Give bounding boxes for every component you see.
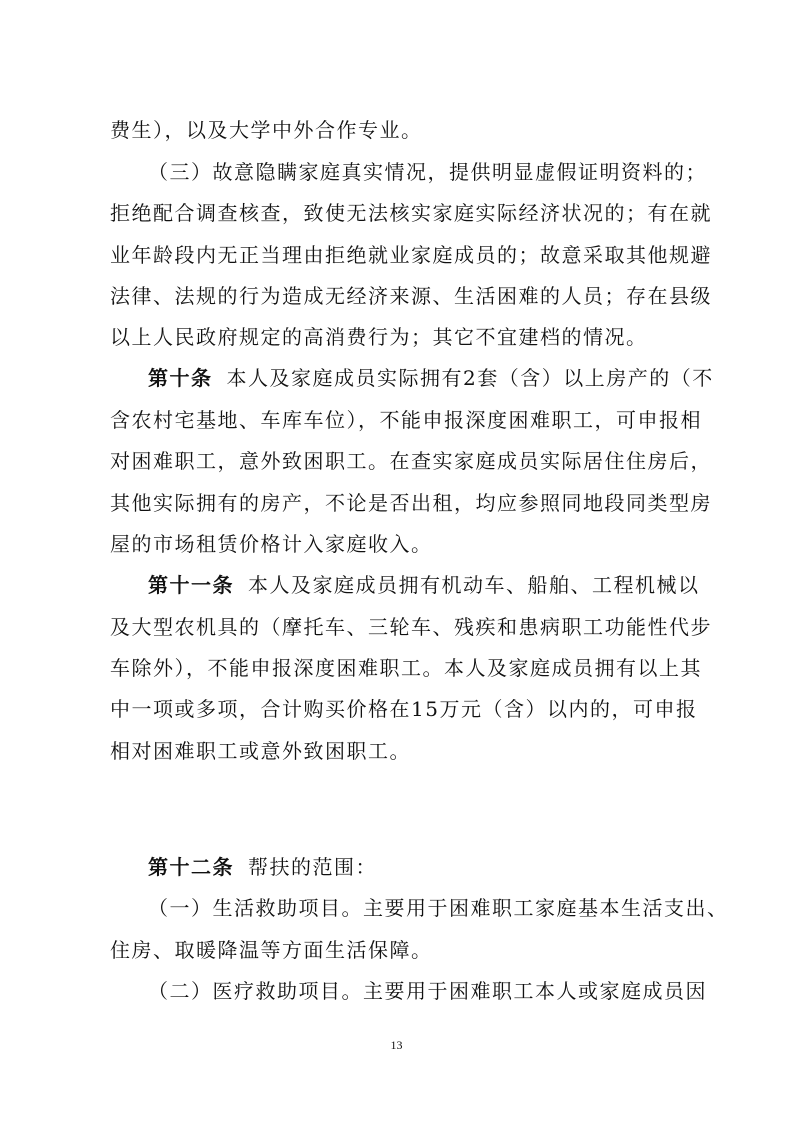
article-body: 本人及家庭成员拥有机动车、船舶、工程机械以 bbox=[248, 573, 700, 597]
text-line: 以上人民政府规定的高消费行为；其它不宜建档的情况。 bbox=[110, 325, 648, 349]
article-body: 帮扶的范围： bbox=[248, 855, 377, 879]
text-line: 业年龄段内无正当理由拒绝就业家庭成员的；故意采取其他规避 bbox=[110, 243, 712, 267]
text-line: 中一项或多项，合计购买价格在15万元（含）以内的，可申报 bbox=[110, 697, 698, 721]
text-line: 相对困难职工或意外致困职工。 bbox=[110, 739, 411, 763]
article-11-paragraph bbox=[148, 573, 700, 597]
text-line: 住房、取暖降温等方面生活保障。 bbox=[110, 938, 433, 962]
article-title: 第十一条 bbox=[148, 573, 234, 597]
page-number: 13 bbox=[390, 1038, 403, 1052]
text-line: 含农村宅基地、车库车位），不能申报深度困难职工，可申报相 bbox=[110, 408, 702, 432]
text-line: （一）生活救助项目。主要用于困难职工家庭基本生活支出、 bbox=[148, 896, 729, 920]
text-line: 费生），以及大学中外合作专业。 bbox=[110, 118, 423, 142]
article-12-paragraph bbox=[148, 855, 695, 879]
text-line: 对困难职工，意外致困职工。在查实家庭成员实际居住住房后， bbox=[110, 449, 712, 473]
article-body: 本人及家庭成员实际拥有2套（含）以上房产的（不 bbox=[226, 366, 714, 390]
text-line: 屋的市场租赁价格计入家庭收入。 bbox=[110, 532, 433, 556]
article-title: 第十条 bbox=[148, 366, 213, 390]
text-line: 拒绝配合调查核查，致使无法核实家庭实际经济状况的；有在就 bbox=[110, 201, 712, 225]
text-line: （二）医疗救助项目。主要用于困难职工本人或家庭成员因 bbox=[148, 979, 707, 1003]
article-title: 第十二条 bbox=[148, 855, 234, 879]
article-10-paragraph bbox=[148, 366, 714, 390]
text-line: 其他实际拥有的房产，不论是否出租，均应参照同地段同类型房 bbox=[110, 491, 712, 515]
text-line: 车除外），不能申报深度困难职工。本人及家庭成员拥有以上其 bbox=[110, 656, 702, 680]
text-line: （三）故意隐瞒家庭真实情况，提供明显虚假证明资料的； bbox=[148, 160, 707, 184]
text-line: 及大型农机具的（摩托车、三轮车、残疾和患病职工功能性代步 bbox=[110, 615, 712, 639]
text-line: 法律、法规的行为造成无经济来源、生活困难的人员；存在县级 bbox=[110, 284, 712, 308]
